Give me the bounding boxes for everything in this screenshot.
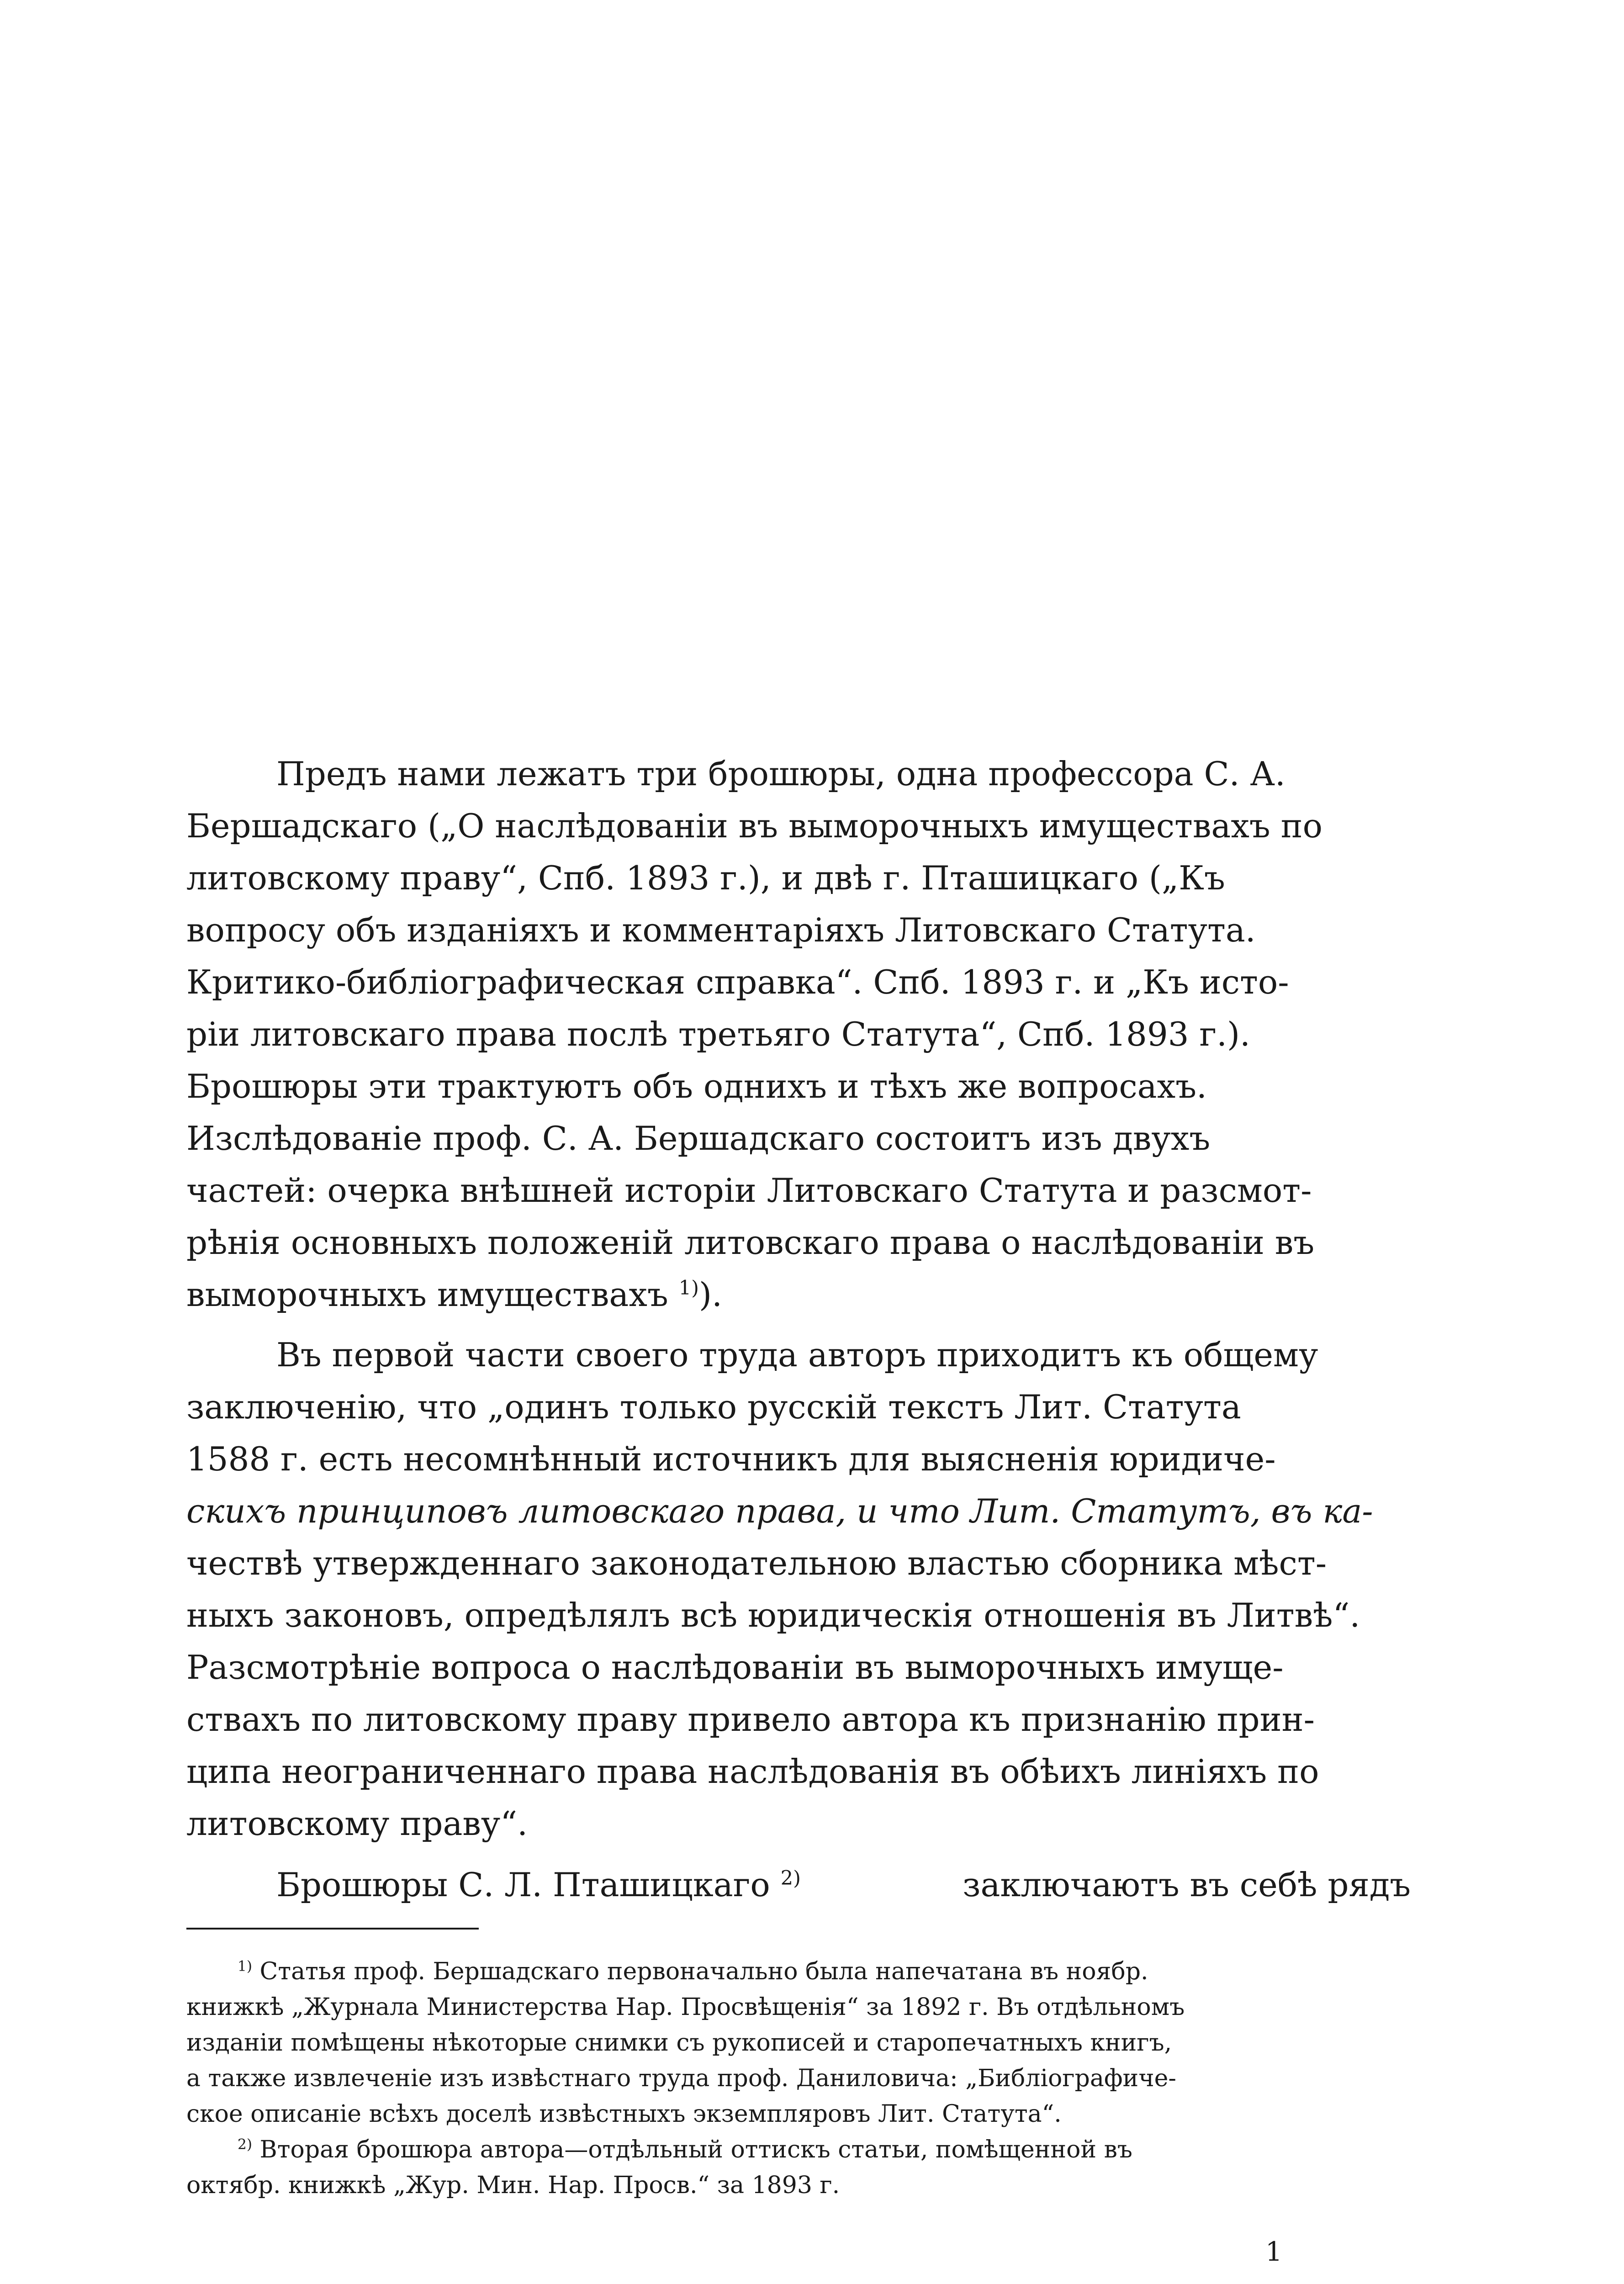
body-line: литовскому праву“, Спб. 1893 г.), и двѣ г. Пташицкаго („Къ	[186, 859, 1225, 897]
footnote-text: Вторая брошюра автора—отдѣльный оттискъ статьи, помѣщенной въ	[259, 2136, 1132, 2163]
body-line-with-footnote	[186, 1275, 1411, 1314]
footnote-line: ское описаніе всѣхъ доселѣ извѣстныхъ экземпляровъ Лит. Статута“.	[186, 2100, 1062, 2128]
footnote-line: а также извлеченіе изъ извѣстнаго труда проф. Даниловича: „Библіографиче-	[186, 2065, 1176, 2092]
body-line: Въ первой части своего труда авторъ приходитъ къ общему	[276, 1336, 1318, 1374]
body-line: вопросу объ изданіяхъ и комментаріяхъ Литовскаго Статута.	[186, 911, 1256, 949]
footnote-ref-close: ).	[698, 1275, 722, 1314]
footnote-ref-2: 2)	[780, 1867, 801, 1890]
body-line: ципа неограниченнаго права наслѣдованія въ обѣихъ линіяхъ по	[186, 1752, 1319, 1791]
body-line: Бершадскаго („О наслѣдованіи въ выморочныхъ имуществахъ по	[186, 807, 1322, 845]
body-line: скихъ принциповъ литовскаго права, и что Лит. Статутъ, въ ка-	[186, 1492, 1373, 1530]
body-line-text	[276, 1866, 801, 1904]
body-line: чествѣ утвержденнаго законодательною властью сборника мѣст-	[186, 1544, 1327, 1582]
body-line-text: выморочныхъ имуществахъ	[186, 1275, 668, 1314]
body-line: Брошюры эти трактуютъ объ однихъ и тѣхъ же вопросахъ.	[186, 1067, 1207, 1105]
body-line: Изслѣдованіе проф. С. А. Бершадскаго состоитъ изъ двухъ	[186, 1119, 1211, 1158]
body-line: Предъ нами лежатъ три брошюры, одна профессора С. А.	[276, 755, 1285, 793]
body-line: рѣнія основныхъ положеній литовскаго права о наслѣдованіи въ	[186, 1223, 1315, 1262]
footnote-text: Статья проф. Бершадскаго первоначально была напечатана въ ноябр.	[259, 1958, 1148, 1985]
body-line: Критико-библіографическая справка“. Спб. 1893 г. и „Къ исто-	[186, 963, 1289, 1001]
body-line: ствахъ по литовскому праву привело автора къ признанію прин-	[186, 1700, 1315, 1739]
body-line: 1588 г. есть несомнѣнный источникъ для выясненія юридиче-	[186, 1440, 1276, 1478]
body-line: ріи литовскаго права послѣ третьяго Статута“, Спб. 1893 г.).	[186, 1015, 1250, 1053]
page-number: 1	[1265, 2236, 1282, 2267]
footnote-ref-1: 1)	[678, 1277, 699, 1300]
footnote-rule	[186, 1928, 479, 1930]
body-line: Разсмотрѣніе вопроса о наслѣдованіи въ выморочныхъ имуще-	[186, 1648, 1284, 1687]
body-line: частей: очерка внѣшней исторіи Литовскаго Статута и разсмот-	[186, 1171, 1312, 1210]
body-line: ныхъ законовъ, опредѣлялъ всѣ юридическія отношенія въ Литвѣ“.	[186, 1596, 1360, 1634]
body-line: литовскому праву“.	[186, 1804, 528, 1843]
footnote-mark-1: 1)	[238, 1958, 253, 1975]
body-line-text-part: заключаютъ въ себѣ рядъ	[963, 1866, 1411, 1904]
footnote-line: октябр. книжкѣ „Жур. Мин. Нар. Просв.“ за 1893 г.	[186, 2172, 840, 2199]
footnote-mark-2: 2)	[238, 2136, 253, 2153]
body-line: заключенію, что „одинъ только русскій текстъ Лит. Статута	[186, 1388, 1241, 1426]
footnote-1	[238, 1960, 1411, 1983]
body-line-with-footnote	[276, 1866, 1411, 1904]
footnote-line: книжкѣ „Журнала Министерства Нар. Просвѣщенія“ за 1892 г. Въ отдѣльномъ	[186, 1993, 1185, 2021]
body-line-text-part: Брошюры С. Л. Пташицкаго	[276, 1866, 770, 1904]
footnote-2	[238, 2138, 1411, 2162]
footnote-line: изданіи помѣщены нѣкоторые снимки съ рукописей и старопечатныхъ книгъ,	[186, 2029, 1172, 2057]
